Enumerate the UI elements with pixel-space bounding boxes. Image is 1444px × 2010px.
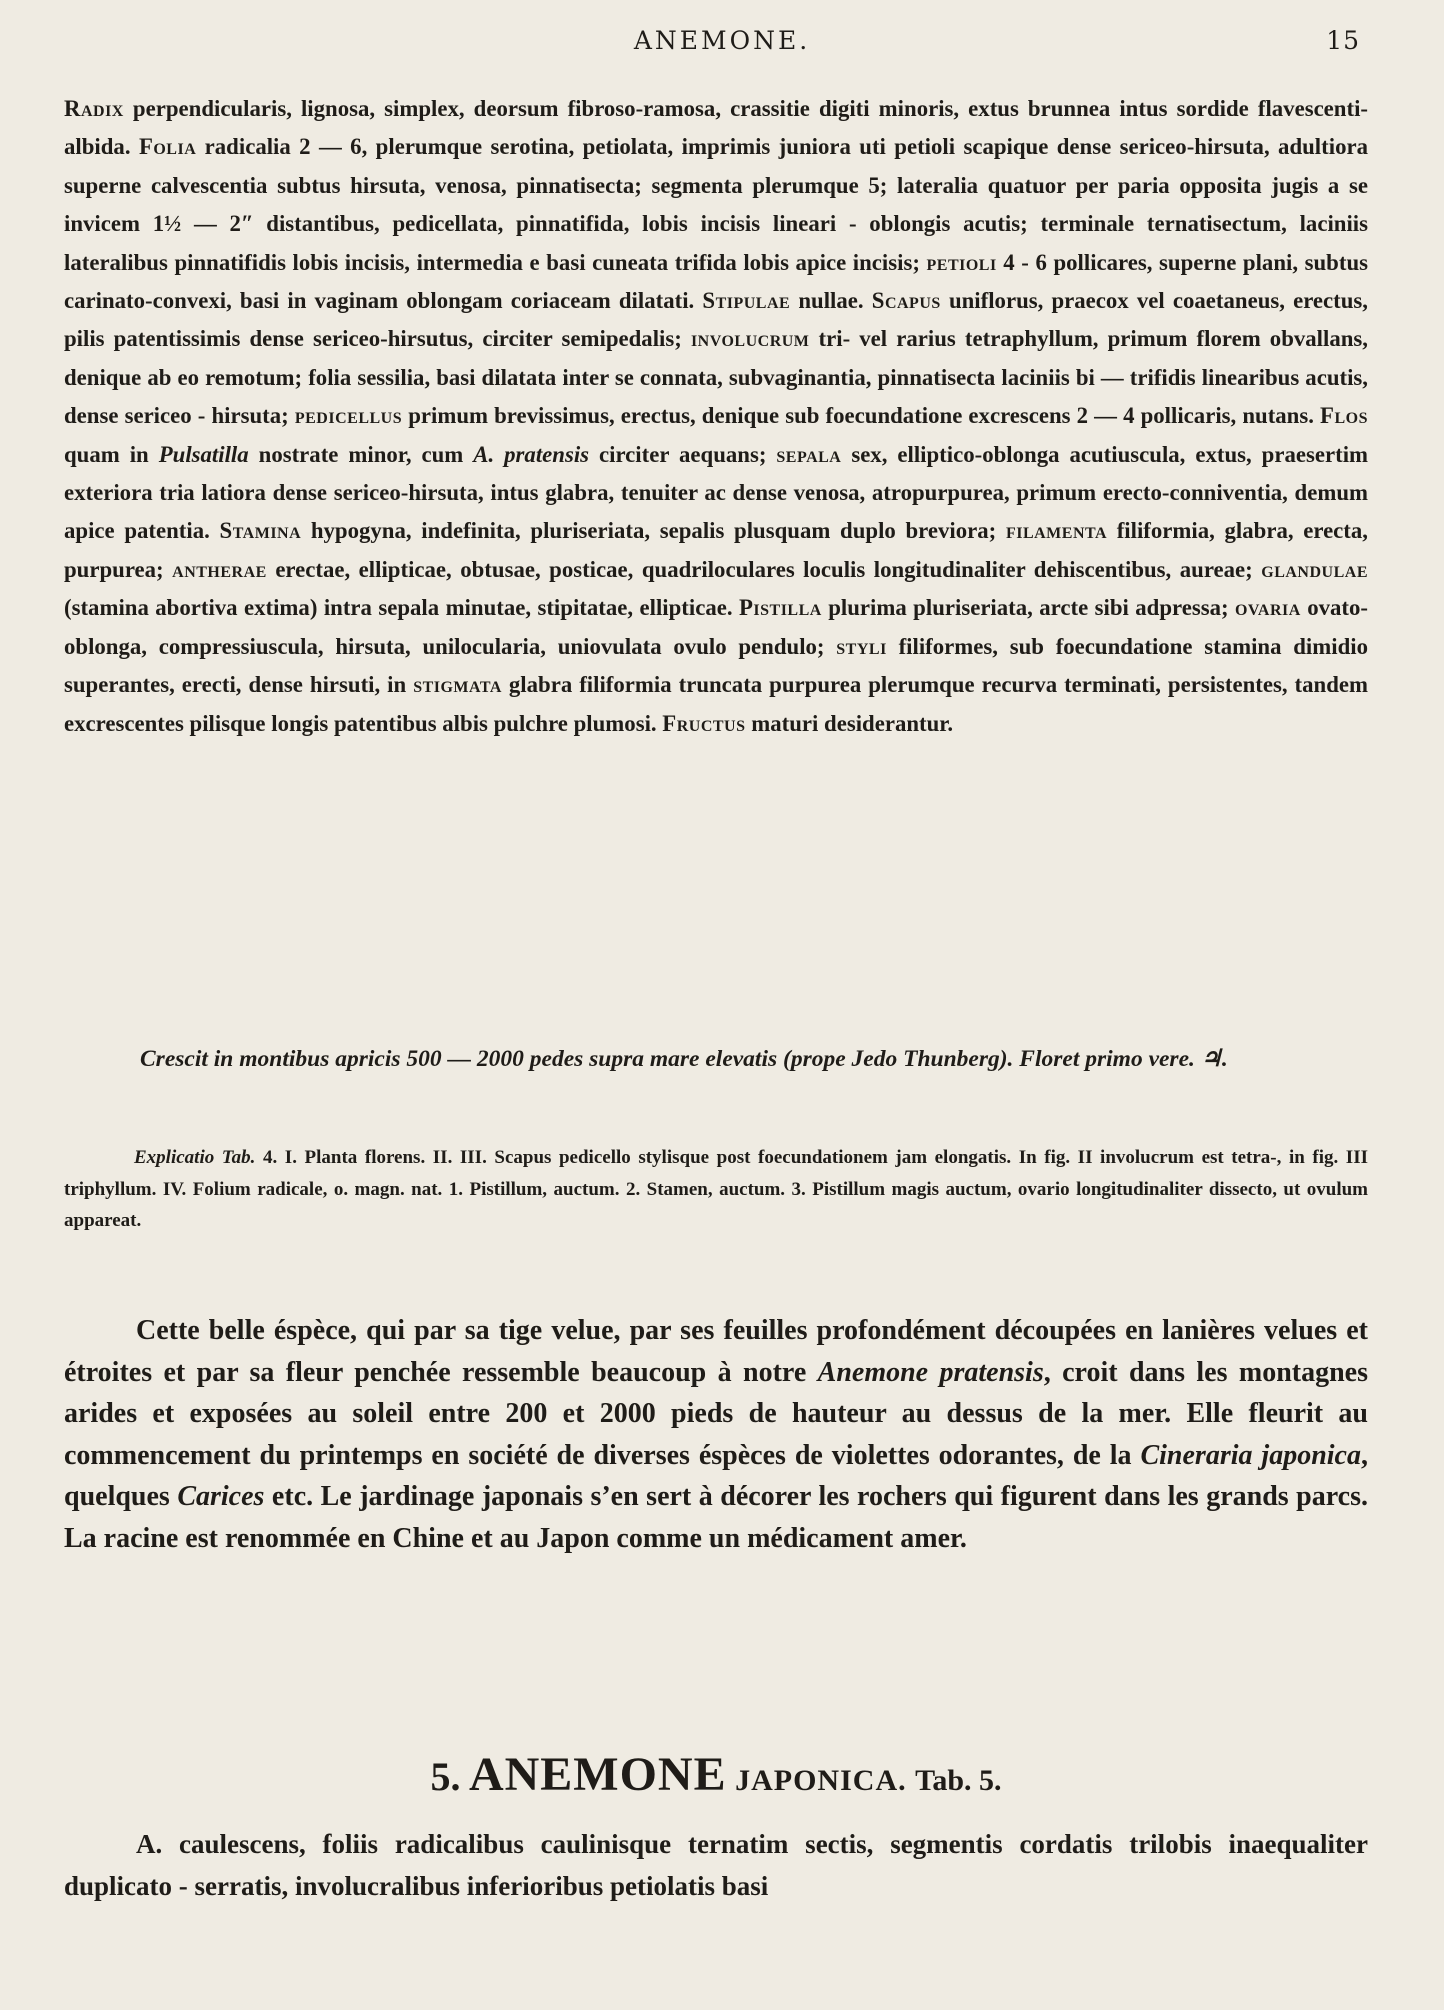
description-run: sepala xyxy=(776,441,842,467)
description-run: Pistilla xyxy=(738,595,822,621)
plate-explanation-block xyxy=(64,1142,1368,1237)
description-run: circiter aequans; xyxy=(589,441,777,467)
description-run: Stipulae xyxy=(702,288,791,314)
description-run: filiformia, glabra, erecta, purpurea; xyxy=(64,518,1368,582)
explicatio-run: 4. I. Planta florens. II. III. Scapus pedicello stylisque post foecundationem jam elongatis. In fig. II involucrum est tetra-, in fig. III triphyllum. IV. Folium radicale, o. magn. nat. 1. Pistillum, auctum. 2. Stamen, auctum. 3. Pistillum magis auctum, ovario longitudinaliter dissecto, ut ovulum appareat. xyxy=(64,1147,1368,1231)
description-run: antherae xyxy=(172,556,267,582)
habitat-run: ♃. xyxy=(1194,1046,1228,1072)
description-run: 4 - 6 pollicares, superne plani, subtus carinato-convexi, basi in vaginam oblongam coriaceam dilatati. xyxy=(64,249,1368,314)
description-run: Folia xyxy=(138,134,197,160)
description-run: (stamina abortiva extima) intra sepala minutae, stipitatae, ellipticae. xyxy=(64,595,739,621)
species-tab-reference: Tab. 5. xyxy=(915,1764,1002,1797)
description-run: nostrate minor, cum xyxy=(248,441,474,467)
description-run: Scapus xyxy=(871,288,941,314)
french-run: Cette belle éspèce, qui par sa tige velue, par ses feuilles profondément découpées en lanières velues et étroites et par sa fleur penchée ressemble beaucoup à notre xyxy=(64,1315,1368,1388)
species-number: 5. xyxy=(430,1754,461,1799)
description-run: maturi desiderantur. xyxy=(745,710,954,736)
description-run: styli xyxy=(836,633,887,659)
description-run: glandulae xyxy=(1261,556,1368,582)
description-run: involucrum xyxy=(690,326,810,352)
description-run: Flos xyxy=(1320,403,1368,429)
description-run: plurima pluriseriata, arcte sibi adpressa; xyxy=(821,595,1235,621)
description-run: Pulsatilla xyxy=(158,441,249,467)
plate-explanation-paragraph xyxy=(64,1142,1368,1237)
habitat-run: 500 — 2000 xyxy=(400,1046,530,1072)
description-run: filiformes, sub foecundatione stamina dimidio superantes, erecti, dense hirsuti, in xyxy=(64,633,1368,698)
description-run: sex, elliptico-oblonga acutiuscula, extus, praesertim exteriora tria latiora dense sericeo-hirsuta, intus glabra, tenuiter ac dense venosa, atropurpurea, primum erecto-conniventia, demum apice patentia. xyxy=(64,441,1369,544)
description-run: uniflorus, praecox vel coaetaneus, erectus, pilis patentissimis dense sericeo-hirsutus, circiter semipedalis; xyxy=(64,288,1368,352)
description-run: stigmata xyxy=(413,672,502,698)
habitat-block xyxy=(64,1040,1368,1078)
species-epithet: JAPONICA. xyxy=(735,1764,907,1797)
description-run: Radix xyxy=(64,96,124,121)
description-run: ovaria xyxy=(1234,595,1301,621)
french-run: Cineraria japonica xyxy=(1140,1439,1361,1471)
description-run: nullae. xyxy=(790,288,872,314)
running-head xyxy=(0,22,1444,62)
description-run: petioli xyxy=(926,249,997,275)
description-run: Stamina xyxy=(219,518,302,544)
habitat-run: Crescit in montibus apricis xyxy=(140,1046,401,1072)
habitat-paragraph xyxy=(64,1040,1368,1078)
diagnosis-block xyxy=(64,1823,1368,1907)
explicatio-run: Explicatio Tab. xyxy=(134,1147,256,1168)
description-run: primum brevissimus, erectus, denique sub foecundatione excrescens 2 — 4 pollicaris, nutans. xyxy=(402,403,1321,429)
french-commentary-block xyxy=(64,1310,1368,1560)
description-run: ovato-oblonga, compressiuscula, hirsuta, unilocularia, uniovulata ovulo pendulo; xyxy=(64,595,1368,659)
page-number: 15 xyxy=(1326,26,1360,55)
french-run: etc. Le jardinage japonais s’en sert à décorer les rochers qui figurent dans les grands parcs. La racine est renommée en Chine et au Japon comme un médicament amer. xyxy=(64,1481,1368,1554)
species-genus: ANEMONE xyxy=(468,1748,727,1801)
species-heading xyxy=(64,1747,1368,1802)
description-run: glabra filiformia truncata purpurea plerumque recurva terminati, persistentes, tandem excrescentes pilisque longis patentibus albis pulchre plumosi. xyxy=(64,672,1368,736)
description-block xyxy=(64,90,1368,743)
description-run: hypogyna, indefinita, pluriseriata, sepalis plusquam duplo breviora; xyxy=(301,518,1006,544)
description-run: pedicellus xyxy=(294,403,403,429)
description-paragraph xyxy=(64,90,1368,743)
french-commentary-paragraph xyxy=(64,1310,1368,1560)
description-run: erectae, ellipticae, obtusae, posticae, quadriloculares loculis longitudinaliter dehiscentibus, aureae; xyxy=(266,556,1262,582)
french-run: , croit dans les montagnes arides et exposées au soleil entre 200 et 2000 pieds de hauteur au dessus de la mer. Elle fleurit au commencement du printemps en société de diverses éspèces de violettes odorantes, de la xyxy=(64,1356,1368,1471)
running-title: ANEMONE. xyxy=(633,26,811,55)
description-run: Fructus xyxy=(662,710,746,736)
description-run: filamenta xyxy=(1005,518,1108,544)
species-heading-block xyxy=(64,1747,1368,1802)
french-run: Anemone pratensis xyxy=(817,1356,1044,1388)
description-run: radicalia 2 — 6, plerumque serotina, petiolata, imprimis juniora uti petioli scapique dense sericeo-hirsuta, adultiora superne calvescentia subtus hirsuta, venosa, pinnatisecta; segmenta plerumque 5; lateralia quatuor per paria opposita jugis a se invicem 1½ — 2″ distantibus, pedicellata, pinnatifida, lobis incisis lineari - oblongis acutis; terminale ternatisectum, laciniis lateralibus pinnatifidis lobis incisis, intermedia e basi cuneata trifida lobis apice incisis; xyxy=(64,134,1368,275)
description-run: tri- vel rarius tetraphyllum, primum florem obvallans, denique ab eo remotum; folia sessilia, basi dilatata inter se connata, subvaginantia, pinnatisecta laciniis bi — trifidis linearibus acutis, dense sericeo - hirsuta; xyxy=(64,326,1368,429)
french-run: Carices xyxy=(177,1481,265,1513)
diagnosis-run: A. caulescens, foliis radicalibus caulinisque ternatim sectis, segmentis cordatis trilobis inaequaliter duplicato - serratis, involucralibus inferioribus petiolatis basi xyxy=(64,1829,1368,1901)
diagnosis-paragraph xyxy=(64,1823,1368,1907)
description-run: A. pratensis xyxy=(473,441,590,467)
description-run: perpendicularis, lignosa, simplex, deorsum fibroso-ramosa, crassitie digiti minoris, extus brunnea intus sordide flavescenti-albida. xyxy=(64,96,1368,160)
habitat-run: pedes supra mare elevatis (prope Jedo Thunberg). Floret primo vere. xyxy=(529,1046,1195,1072)
description-run: quam in xyxy=(64,441,159,467)
french-run: , quelques xyxy=(64,1439,1368,1513)
